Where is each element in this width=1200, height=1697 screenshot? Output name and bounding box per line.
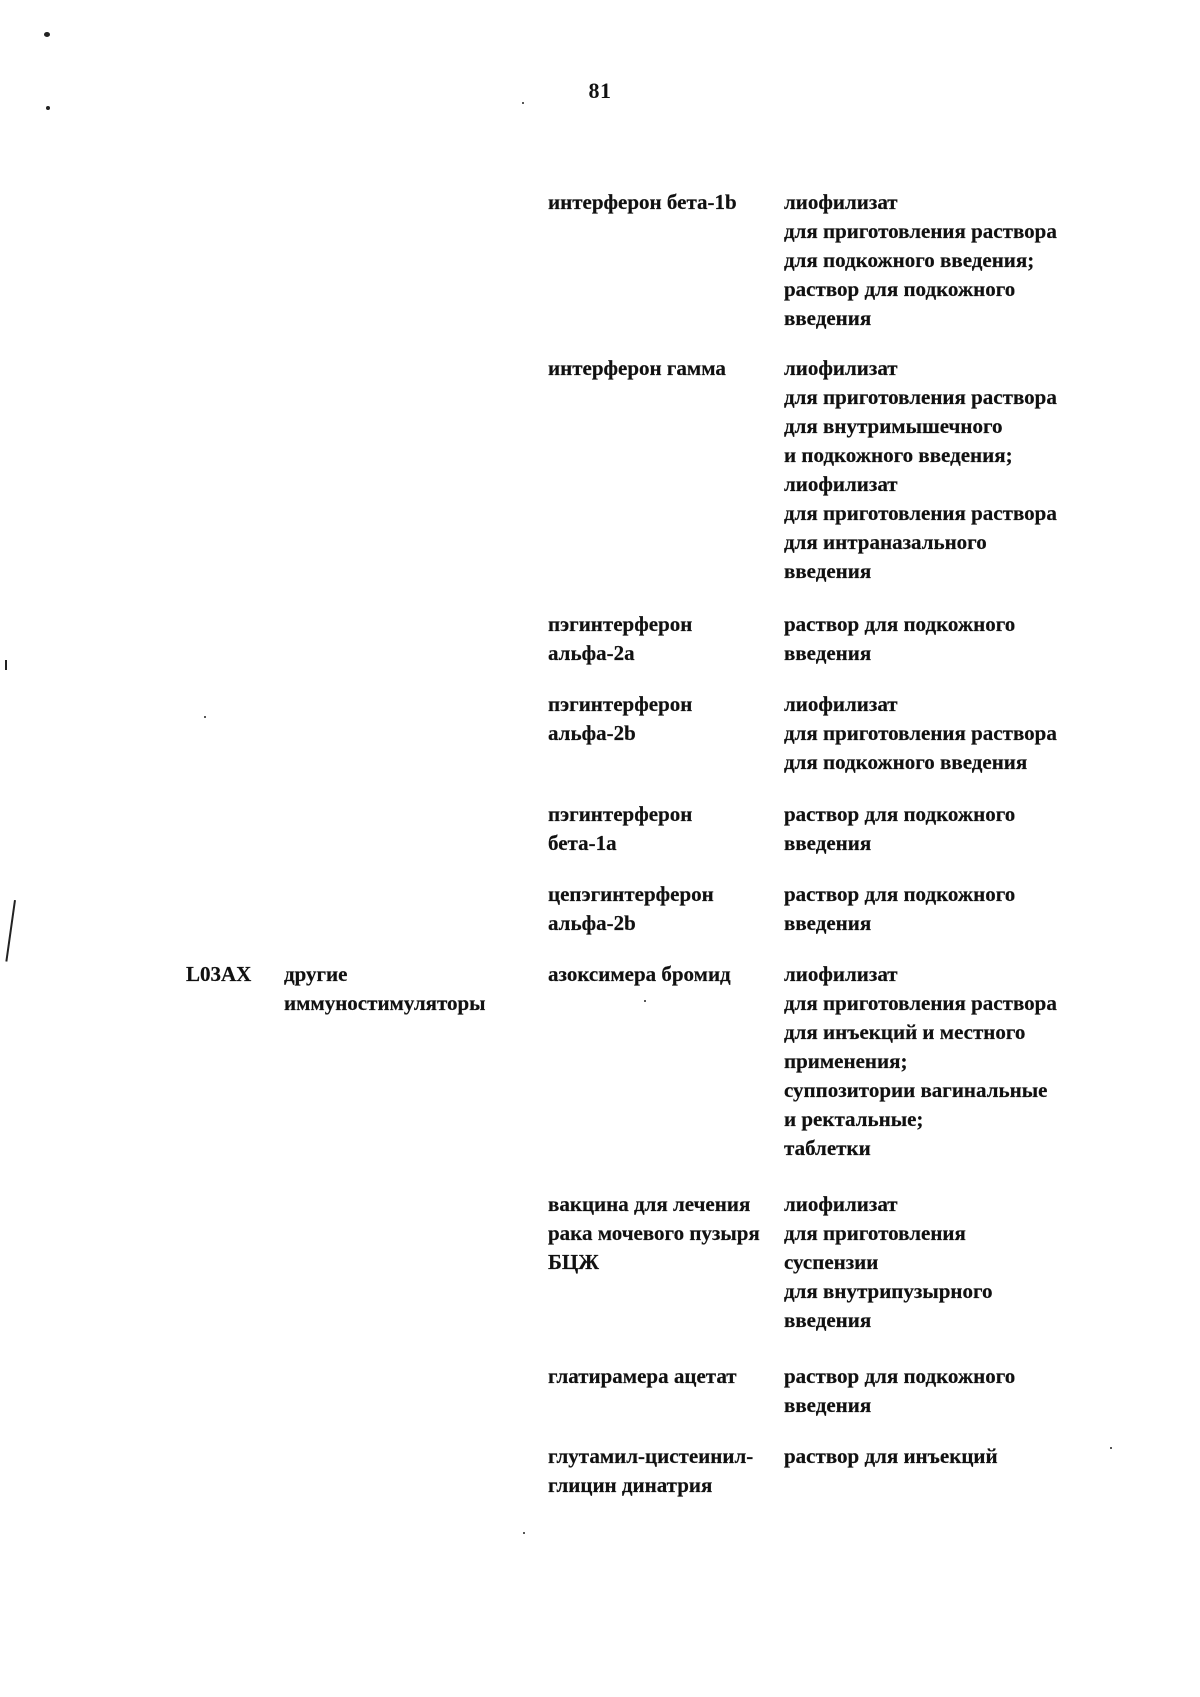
dosage-form-line: лиофилизат (784, 962, 898, 986)
scan-speck (1110, 1447, 1112, 1449)
drug-name-line: рака мочевого пузыря (548, 1221, 760, 1245)
dosage-form-line: для приготовления раствора (784, 991, 1057, 1015)
scan-speck (5, 660, 7, 670)
dosage-form-line: суппозитории вагинальные (784, 1078, 1048, 1102)
dosage-form-line: для приготовления раствора (784, 721, 1057, 745)
drug-name-line: альфа-2b (548, 911, 636, 935)
dosage-form-line: введения (784, 306, 872, 330)
dosage-form-line: и подкожного введения; (784, 443, 1013, 467)
dosage-form-line: для внутримышечного (784, 414, 1003, 438)
dosage-form-line: для приготовления (784, 1221, 966, 1245)
dosage-form-line: лиофилизат (784, 356, 898, 380)
atc-group-line: другие (284, 962, 348, 986)
dosage-form-line: раствор для инъекций (784, 1444, 998, 1468)
drug-name (548, 1362, 737, 1391)
drug-name-line: БЦЖ (548, 1250, 599, 1274)
dosage-form-line: раствор для подкожного (784, 612, 1016, 636)
dosage-form-line: для приготовления раствора (784, 501, 1057, 525)
dosage-form-line: лиофилизат (784, 472, 898, 496)
dosage-form (784, 690, 1057, 777)
drug-name (548, 1190, 760, 1277)
dosage-form (784, 610, 1015, 668)
drug-name-line: глатирамера ацетат (548, 1364, 737, 1388)
drug-name (548, 690, 692, 748)
drug-name-line: цепэгинтерферон (548, 882, 714, 906)
dosage-form-line: введения (784, 911, 872, 935)
drug-name (548, 1442, 753, 1500)
dosage-form-line: раствор для подкожного (784, 1364, 1016, 1388)
scan-speck (46, 106, 50, 110)
dosage-form (784, 354, 1057, 586)
page-number: 81 (588, 78, 612, 103)
dosage-form-line: для инъекций и местного (784, 1020, 1026, 1044)
dosage-form-line: лиофилизат (784, 692, 898, 716)
drug-name-line: пэгинтерферон (548, 612, 693, 636)
dosage-form-line: лиофилизат (784, 190, 898, 214)
atc-code-text: L03AX (186, 962, 252, 986)
drug-name (548, 800, 692, 858)
drug-name (548, 610, 692, 668)
dosage-form (784, 960, 1057, 1163)
dosage-form (784, 1442, 998, 1471)
atc-code (186, 960, 251, 989)
drug-name-line: пэгинтерферон (548, 802, 693, 826)
dosage-form-line: применения; (784, 1049, 908, 1073)
dosage-form-line: суспензии (784, 1250, 879, 1274)
dosage-form-line: раствор для подкожного (784, 802, 1016, 826)
drug-name-line: глутамил-цистеинил- (548, 1444, 754, 1468)
drug-name (548, 960, 731, 989)
dosage-form (784, 800, 1015, 858)
atc-group (284, 960, 486, 1018)
dosage-form-line: введения (784, 559, 872, 583)
drug-name-line: бета-1а (548, 831, 617, 855)
drug-name-line: интерферон бета-1b (548, 190, 737, 214)
drug-name-line: интерферон гамма (548, 356, 726, 380)
dosage-form-line: введения (784, 641, 872, 665)
drug-name-line: глицин динатрия (548, 1473, 713, 1497)
drug-name-line: пэгинтерферон (548, 692, 693, 716)
scan-speck (523, 1532, 525, 1534)
dosage-form (784, 1362, 1015, 1420)
dosage-form-line: для интраназального (784, 530, 987, 554)
scan-speck (204, 716, 206, 718)
dosage-form-line: и ректальные; (784, 1107, 924, 1131)
dosage-form-line: для внутрипузырного (784, 1279, 993, 1303)
scan-speck (522, 102, 524, 104)
dosage-form (784, 1190, 993, 1335)
dosage-form-line: таблетки (784, 1136, 871, 1160)
drug-name (548, 354, 726, 383)
drug-name-line: вакцина для лечения (548, 1192, 751, 1216)
scan-mark (5, 900, 16, 962)
scan-speck (644, 1000, 646, 1002)
drug-name-line: альфа-2b (548, 721, 636, 745)
dosage-form-line: введения (784, 1308, 872, 1332)
dosage-form-line: для подкожного введения (784, 750, 1028, 774)
dosage-form-line: введения (784, 831, 872, 855)
scan-speck (44, 32, 50, 37)
dosage-form-line: введения (784, 1393, 872, 1417)
atc-group-line: иммуностимуляторы (284, 991, 486, 1015)
dosage-form-line: раствор для подкожного (784, 882, 1016, 906)
drug-name (548, 880, 714, 938)
dosage-form-line: для приготовления раствора (784, 219, 1057, 243)
dosage-form (784, 188, 1057, 333)
dosage-form-line: лиофилизат (784, 1192, 898, 1216)
dosage-form-line: для подкожного введения; (784, 248, 1035, 272)
drug-name-line: азоксимера бромид (548, 962, 731, 986)
drug-name (548, 188, 737, 217)
dosage-form-line: для приготовления раствора (784, 385, 1057, 409)
dosage-form-line: раствор для подкожного (784, 277, 1016, 301)
drug-name-line: альфа-2а (548, 641, 635, 665)
dosage-form (784, 880, 1015, 938)
